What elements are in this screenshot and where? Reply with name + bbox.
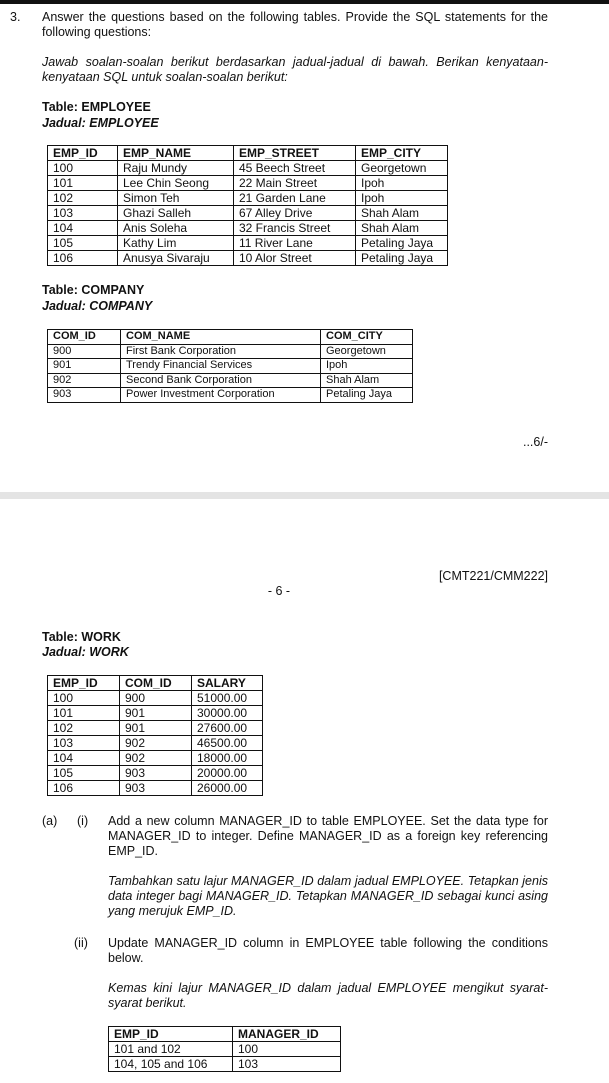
employee-title: Table: EMPLOYEE — [42, 100, 151, 114]
table-cell: Ipoh — [356, 191, 448, 206]
table-cell: 101 — [48, 176, 118, 191]
continuation-marker: ...6/- — [522, 435, 548, 449]
table-cell: 900 — [120, 691, 192, 706]
table-row — [48, 781, 263, 796]
table-cell: Raju Mundy — [118, 161, 234, 176]
table-cell: 101 — [48, 706, 120, 721]
table-cell: 901 — [120, 721, 192, 736]
intro-english: Answer the questions based on the following tables. Provide the SQL statements for the following questions: — [42, 10, 548, 39]
table-row — [48, 373, 413, 388]
table-cell: 100 — [48, 161, 118, 176]
table-cell: Shah Alam — [356, 206, 448, 221]
intro-malay: Jawab soalan-soalan berikut berdasarkan jadual-jadual di bawah. Berikan kenyataan-kenyataan SQL untuk soalan-soalan berikut: — [42, 55, 548, 84]
table-cell: 104 — [48, 221, 118, 236]
column-header: EMP_ID — [48, 676, 120, 691]
table-cell: Anusya Sivaraju — [118, 251, 234, 266]
table-cell: 102 — [48, 721, 120, 736]
page-separator — [0, 492, 609, 499]
table-cell: 100 — [233, 1042, 341, 1057]
table-row — [109, 1057, 341, 1072]
table-cell: Petaling Jaya — [356, 251, 448, 266]
table-cell: Anis Soleha — [118, 221, 234, 236]
work-title: Table: WORK — [42, 630, 121, 644]
table-header-row — [109, 1027, 341, 1042]
table-cell: 20000.00 — [192, 766, 263, 781]
table-cell: 106 — [48, 251, 118, 266]
table-cell: 46500.00 — [192, 736, 263, 751]
table-cell: Lee Chin Seong — [118, 176, 234, 191]
table-cell: Ipoh — [356, 176, 448, 191]
table-row — [48, 388, 413, 403]
column-header: SALARY — [192, 676, 263, 691]
employee-title-malay: Jadual: EMPLOYEE — [42, 116, 159, 130]
column-header: EMP_ID — [48, 146, 118, 161]
table-cell: Shah Alam — [356, 221, 448, 236]
table-header-row — [48, 146, 448, 161]
table-cell: 11 River Lane — [234, 236, 356, 251]
page-number: - 6 - — [267, 584, 291, 598]
table-row — [48, 736, 263, 751]
table-cell: 32 Francis Street — [234, 221, 356, 236]
table-cell: 103 — [233, 1057, 341, 1072]
sub-i-english: Add a new column MANAGER_ID to table EMPLOYEE. Set the data type for MANAGER_ID to integer. Define MANAGER_ID as a foreign key referencing EMP_ID. — [108, 814, 548, 858]
manager-table — [108, 1026, 341, 1072]
table-cell: Petaling Jaya — [356, 236, 448, 251]
table-cell: 18000.00 — [192, 751, 263, 766]
table-cell: 10 Alor Street — [234, 251, 356, 266]
table-row — [109, 1042, 341, 1057]
sub-ii-malay: Kemas kini lajur MANAGER_ID dalam jadual EMPLOYEE mengikut syarat-syarat berikut. — [108, 981, 548, 1010]
table-cell: Georgetown — [356, 161, 448, 176]
table-cell: First Bank Corporation — [121, 344, 321, 359]
column-header: COM_NAME — [121, 330, 321, 345]
company-title: Table: COMPANY — [42, 283, 145, 297]
table-row — [48, 691, 263, 706]
column-header: EMP_NAME — [118, 146, 234, 161]
company-title-malay: Jadual: COMPANY — [42, 299, 153, 313]
table-cell: 902 — [120, 751, 192, 766]
table-row — [48, 176, 448, 191]
table-cell: Ipoh — [321, 359, 413, 374]
table-header-row — [48, 330, 413, 345]
table-row — [48, 206, 448, 221]
table-cell: 67 Alley Drive — [234, 206, 356, 221]
table-cell: 901 — [120, 706, 192, 721]
table-cell: Petaling Jaya — [321, 388, 413, 403]
table-cell: Power Investment Corporation — [121, 388, 321, 403]
table-cell: 901 — [48, 359, 121, 374]
sub-ii-label: (ii) — [74, 936, 88, 950]
company-table — [47, 329, 413, 403]
table-header-row — [48, 676, 263, 691]
table-cell: 45 Beech Street — [234, 161, 356, 176]
table-row — [48, 251, 448, 266]
table-cell: 101 and 102 — [109, 1042, 233, 1057]
table-cell: 103 — [48, 206, 118, 221]
table-cell: 26000.00 — [192, 781, 263, 796]
table-cell: 30000.00 — [192, 706, 263, 721]
table-cell: Georgetown — [321, 344, 413, 359]
work-title-malay: Jadual: WORK — [42, 645, 129, 659]
table-cell: 21 Garden Lane — [234, 191, 356, 206]
column-header: COM_CITY — [321, 330, 413, 345]
table-cell: 105 — [48, 236, 118, 251]
table-cell: Second Bank Corporation — [121, 373, 321, 388]
course-code: [CMT221/CMM222] — [438, 569, 548, 583]
table-cell: Simon Teh — [118, 191, 234, 206]
sub-i-malay: Tambahkan satu lajur MANAGER_ID dalam jadual EMPLOYEE. Tetapkan jenis data integer bagi MANAGER_ID. Tetapkan MANAGER_ID sebagai kunci asing yang merujuk EMP_ID. — [108, 874, 548, 918]
employee-table — [47, 145, 448, 266]
table-cell: 100 — [48, 691, 120, 706]
table-cell: Trendy Financial Services — [121, 359, 321, 374]
table-row — [48, 344, 413, 359]
work-table — [47, 675, 263, 796]
table-cell: 902 — [120, 736, 192, 751]
column-header: EMP_STREET — [234, 146, 356, 161]
table-cell: 102 — [48, 191, 118, 206]
column-header: EMP_CITY — [356, 146, 448, 161]
table-row — [48, 191, 448, 206]
table-cell: 104, 105 and 106 — [109, 1057, 233, 1072]
table-row — [48, 766, 263, 781]
table-cell: 27600.00 — [192, 721, 263, 736]
table-cell: 51000.00 — [192, 691, 263, 706]
table-row — [48, 751, 263, 766]
table-cell: Ghazi Salleh — [118, 206, 234, 221]
column-header: EMP_ID — [109, 1027, 233, 1042]
table-row — [48, 221, 448, 236]
column-header: COM_ID — [48, 330, 121, 345]
table-cell: 106 — [48, 781, 120, 796]
table-cell: 903 — [120, 766, 192, 781]
table-cell: 104 — [48, 751, 120, 766]
column-header: COM_ID — [120, 676, 192, 691]
column-header: MANAGER_ID — [233, 1027, 341, 1042]
table-row — [48, 706, 263, 721]
table-cell: 903 — [48, 388, 121, 403]
part-a-label: (a) — [42, 814, 58, 828]
sub-i-label: (i) — [77, 814, 89, 828]
table-row — [48, 721, 263, 736]
table-cell: Kathy Lim — [118, 236, 234, 251]
table-cell: Shah Alam — [321, 373, 413, 388]
table-cell: 22 Main Street — [234, 176, 356, 191]
question-number: 3. — [10, 10, 21, 24]
table-cell: 903 — [120, 781, 192, 796]
table-cell: 105 — [48, 766, 120, 781]
table-cell: 103 — [48, 736, 120, 751]
table-cell: 902 — [48, 373, 121, 388]
table-row — [48, 359, 413, 374]
table-row — [48, 236, 448, 251]
table-row — [48, 161, 448, 176]
sub-ii-english: Update MANAGER_ID column in EMPLOYEE table following the conditions below. — [108, 936, 548, 965]
table-cell: 900 — [48, 344, 121, 359]
top-border — [0, 0, 609, 4]
